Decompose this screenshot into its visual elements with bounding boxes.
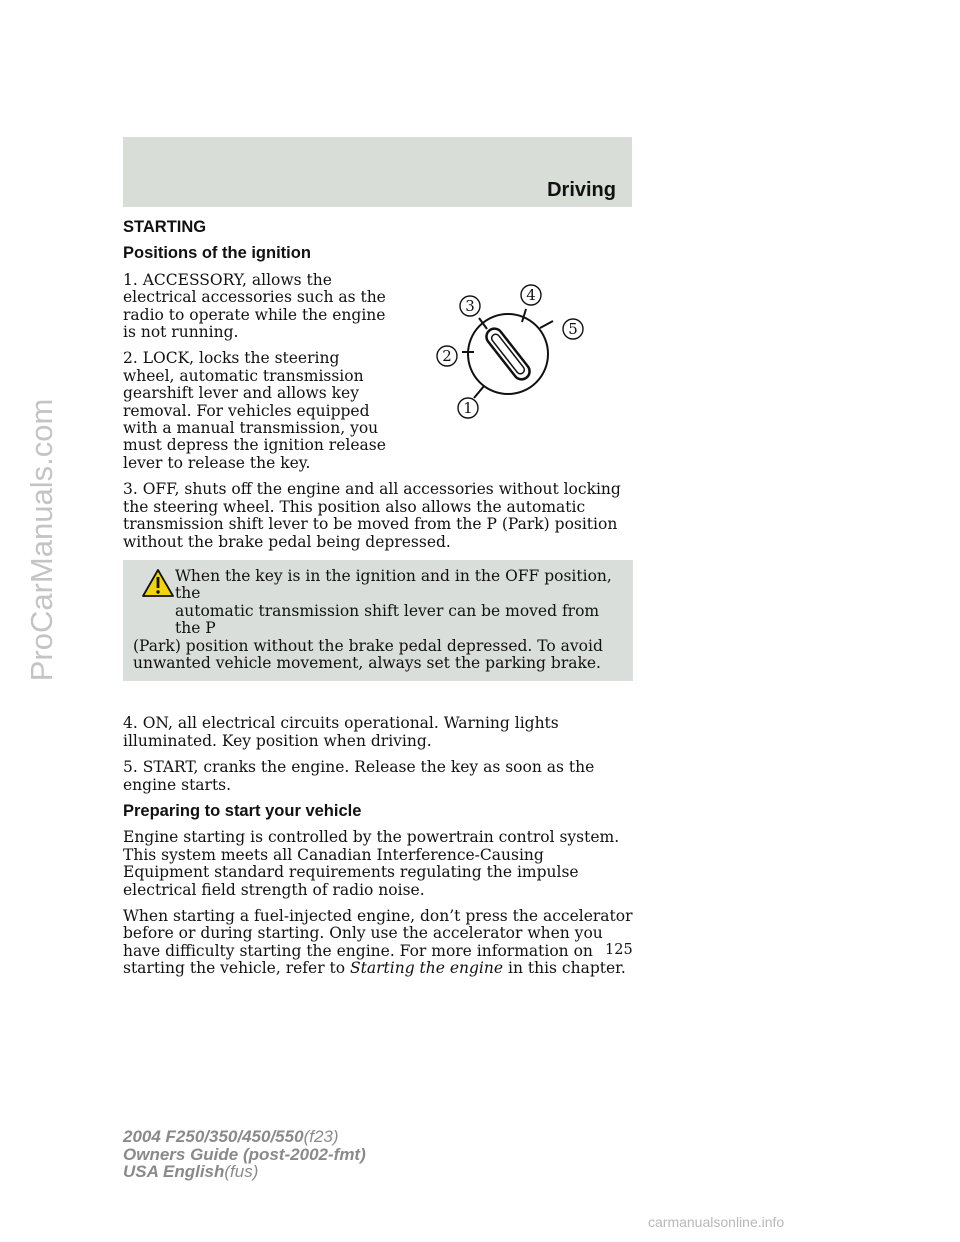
- warning-box: [123, 560, 633, 681]
- item-lock: 2. LOCK, locks the steering wheel, automatic transmission gearshift lever and allows key removal. For vehicles equipped with a manual transmission, you must depress the ignition release lever to release the key.: [123, 349, 386, 472]
- paragraph-powertrain: Engine starting is controlled by the powertrain control system. This system meets all Canadian Interference-Causing Equipment standard requirements regulating the impulse electrical field strength of radio noise.: [123, 828, 620, 899]
- warning-rest: (Park) position without the brake pedal depressed. To avoid unwanted vehicle movement, always set the parking brake.: [133, 636, 603, 672]
- warning-line-2: automatic transmission shift lever can be moved from the P: [175, 601, 600, 638]
- watermark: [0, 0, 70, 1242]
- footer-line-language: USA English(fus): [123, 1162, 259, 1181]
- subheading-ignition-positions: Positions of the ignition: [123, 244, 311, 263]
- warning-triangle-icon: [141, 568, 175, 598]
- page-number: 125: [605, 942, 633, 958]
- document-footer: [123, 1128, 366, 1181]
- item-start: 5. START, cranks the engine. Release the key as soon as the engine starts.: [123, 758, 595, 794]
- footer-line-guide: Owners Guide (post-2002-fmt): [123, 1144, 366, 1164]
- page-content: [123, 219, 633, 987]
- paragraph-fuel-injected: [123, 908, 633, 978]
- section-heading: STARTING: [123, 218, 207, 236]
- watermark-text: ProCarManuals.com: [24, 398, 59, 682]
- paragraph-tail: in this chapter.: [508, 959, 626, 978]
- position-label-3: 3: [465, 297, 475, 315]
- item-on: 4. ON, all electrical circuits operational. Warning lights illuminated. Key position when driving.: [123, 714, 559, 750]
- position-label-4: 4: [526, 286, 536, 304]
- footer-line-model: 2004 F250/350/450/550(f23): [123, 1127, 339, 1146]
- position-label-5: 5: [568, 320, 578, 338]
- position-label-1: 1: [463, 399, 473, 417]
- cross-reference: Starting the engine: [350, 959, 504, 978]
- site-watermark: carmanualsonline.info: [648, 1214, 785, 1230]
- position-label-2: 2: [442, 347, 452, 365]
- item-off: 3. OFF, shuts off the engine and all accessories without locking the steering wheel. This position also allows the automatic transmission shift lever to be moved from the P (Park) position without the brake pedal being depressed.: [123, 480, 621, 551]
- warning-line-1: When the key is in the ignition and in the OFF position, the: [175, 566, 612, 603]
- section-header: [123, 137, 632, 207]
- subheading-preparing: Preparing to start your vehicle: [123, 801, 362, 820]
- item-accessory: 1. ACCESSORY, allows the electrical accessories such as the radio to operate while the engine is not running.: [123, 270, 386, 342]
- paragraph-fuel-injected-text: When starting a fuel-injected engine, don’t press the accelerator before or during starting. Only use the accelerator when you have difficulty starting the engine. For more information on starting the vehicle, refer to: [123, 907, 633, 978]
- warning-text: [133, 568, 623, 672]
- section-title: Driving: [547, 179, 616, 201]
